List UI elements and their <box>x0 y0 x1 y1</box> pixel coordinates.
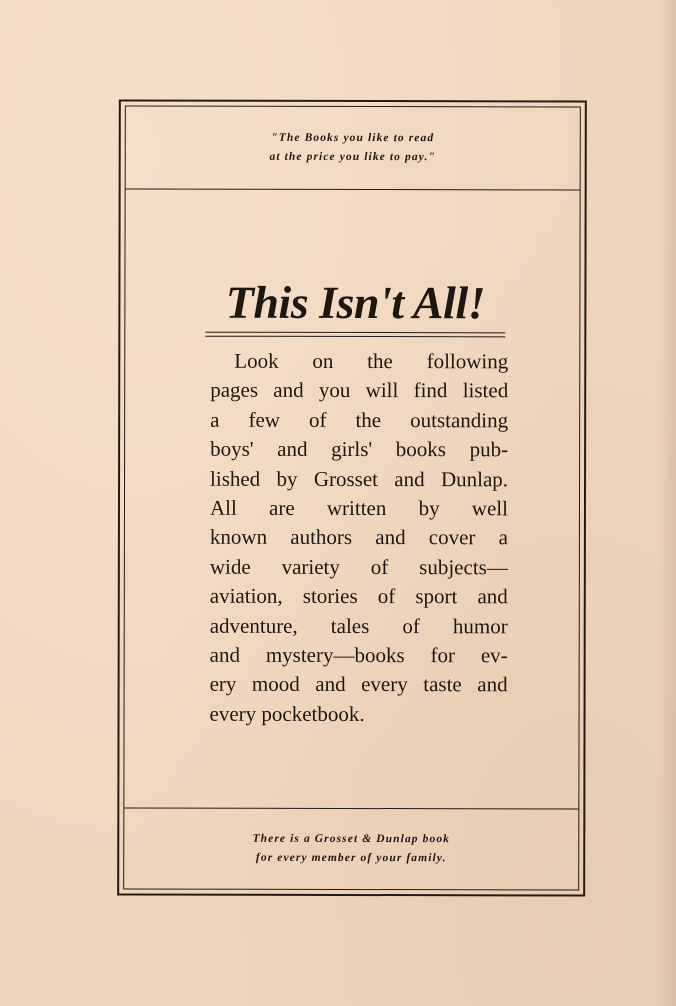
footer-line-2: for every member of your family. <box>255 851 447 865</box>
header-band <box>126 107 580 191</box>
headline: This Isn't All! <box>225 276 486 329</box>
body-line: wide variety of subjects— <box>209 554 508 580</box>
body-line: every pocketbook. <box>209 701 365 726</box>
body-line: known authors and cover a <box>209 525 508 550</box>
body-line: lished by Grosset and Dunlap. <box>210 466 509 491</box>
advertisement-frame <box>117 100 587 897</box>
inner-border <box>123 106 581 891</box>
body-paragraph <box>210 347 509 730</box>
footer-band <box>124 808 578 890</box>
body-line: pages and you will find listed <box>210 378 509 403</box>
footer-line-1: There is a Grosset & Dunlap book <box>252 832 451 846</box>
headline-double-rule <box>205 332 505 338</box>
body-line: and mystery—books for ev- <box>209 642 508 668</box>
body-line: ery mood and every taste and <box>209 672 508 697</box>
body-line: Look on the following <box>234 348 509 374</box>
page-edge-shadow <box>658 0 676 1006</box>
body-line: boys' and girls' books pub- <box>210 436 509 462</box>
body-line: aviation, stories of sport and <box>209 583 508 609</box>
footer-tagline <box>252 830 450 868</box>
slogan-line-1: "The Books you like to read <box>271 131 435 145</box>
body-line: adventure, tales of humor <box>209 613 508 638</box>
slogan <box>269 129 435 167</box>
body-line: All are written by well <box>209 495 509 521</box>
slogan-line-2: at the price you like to pay." <box>269 150 436 164</box>
body-line: a few of the outstanding <box>210 407 509 433</box>
